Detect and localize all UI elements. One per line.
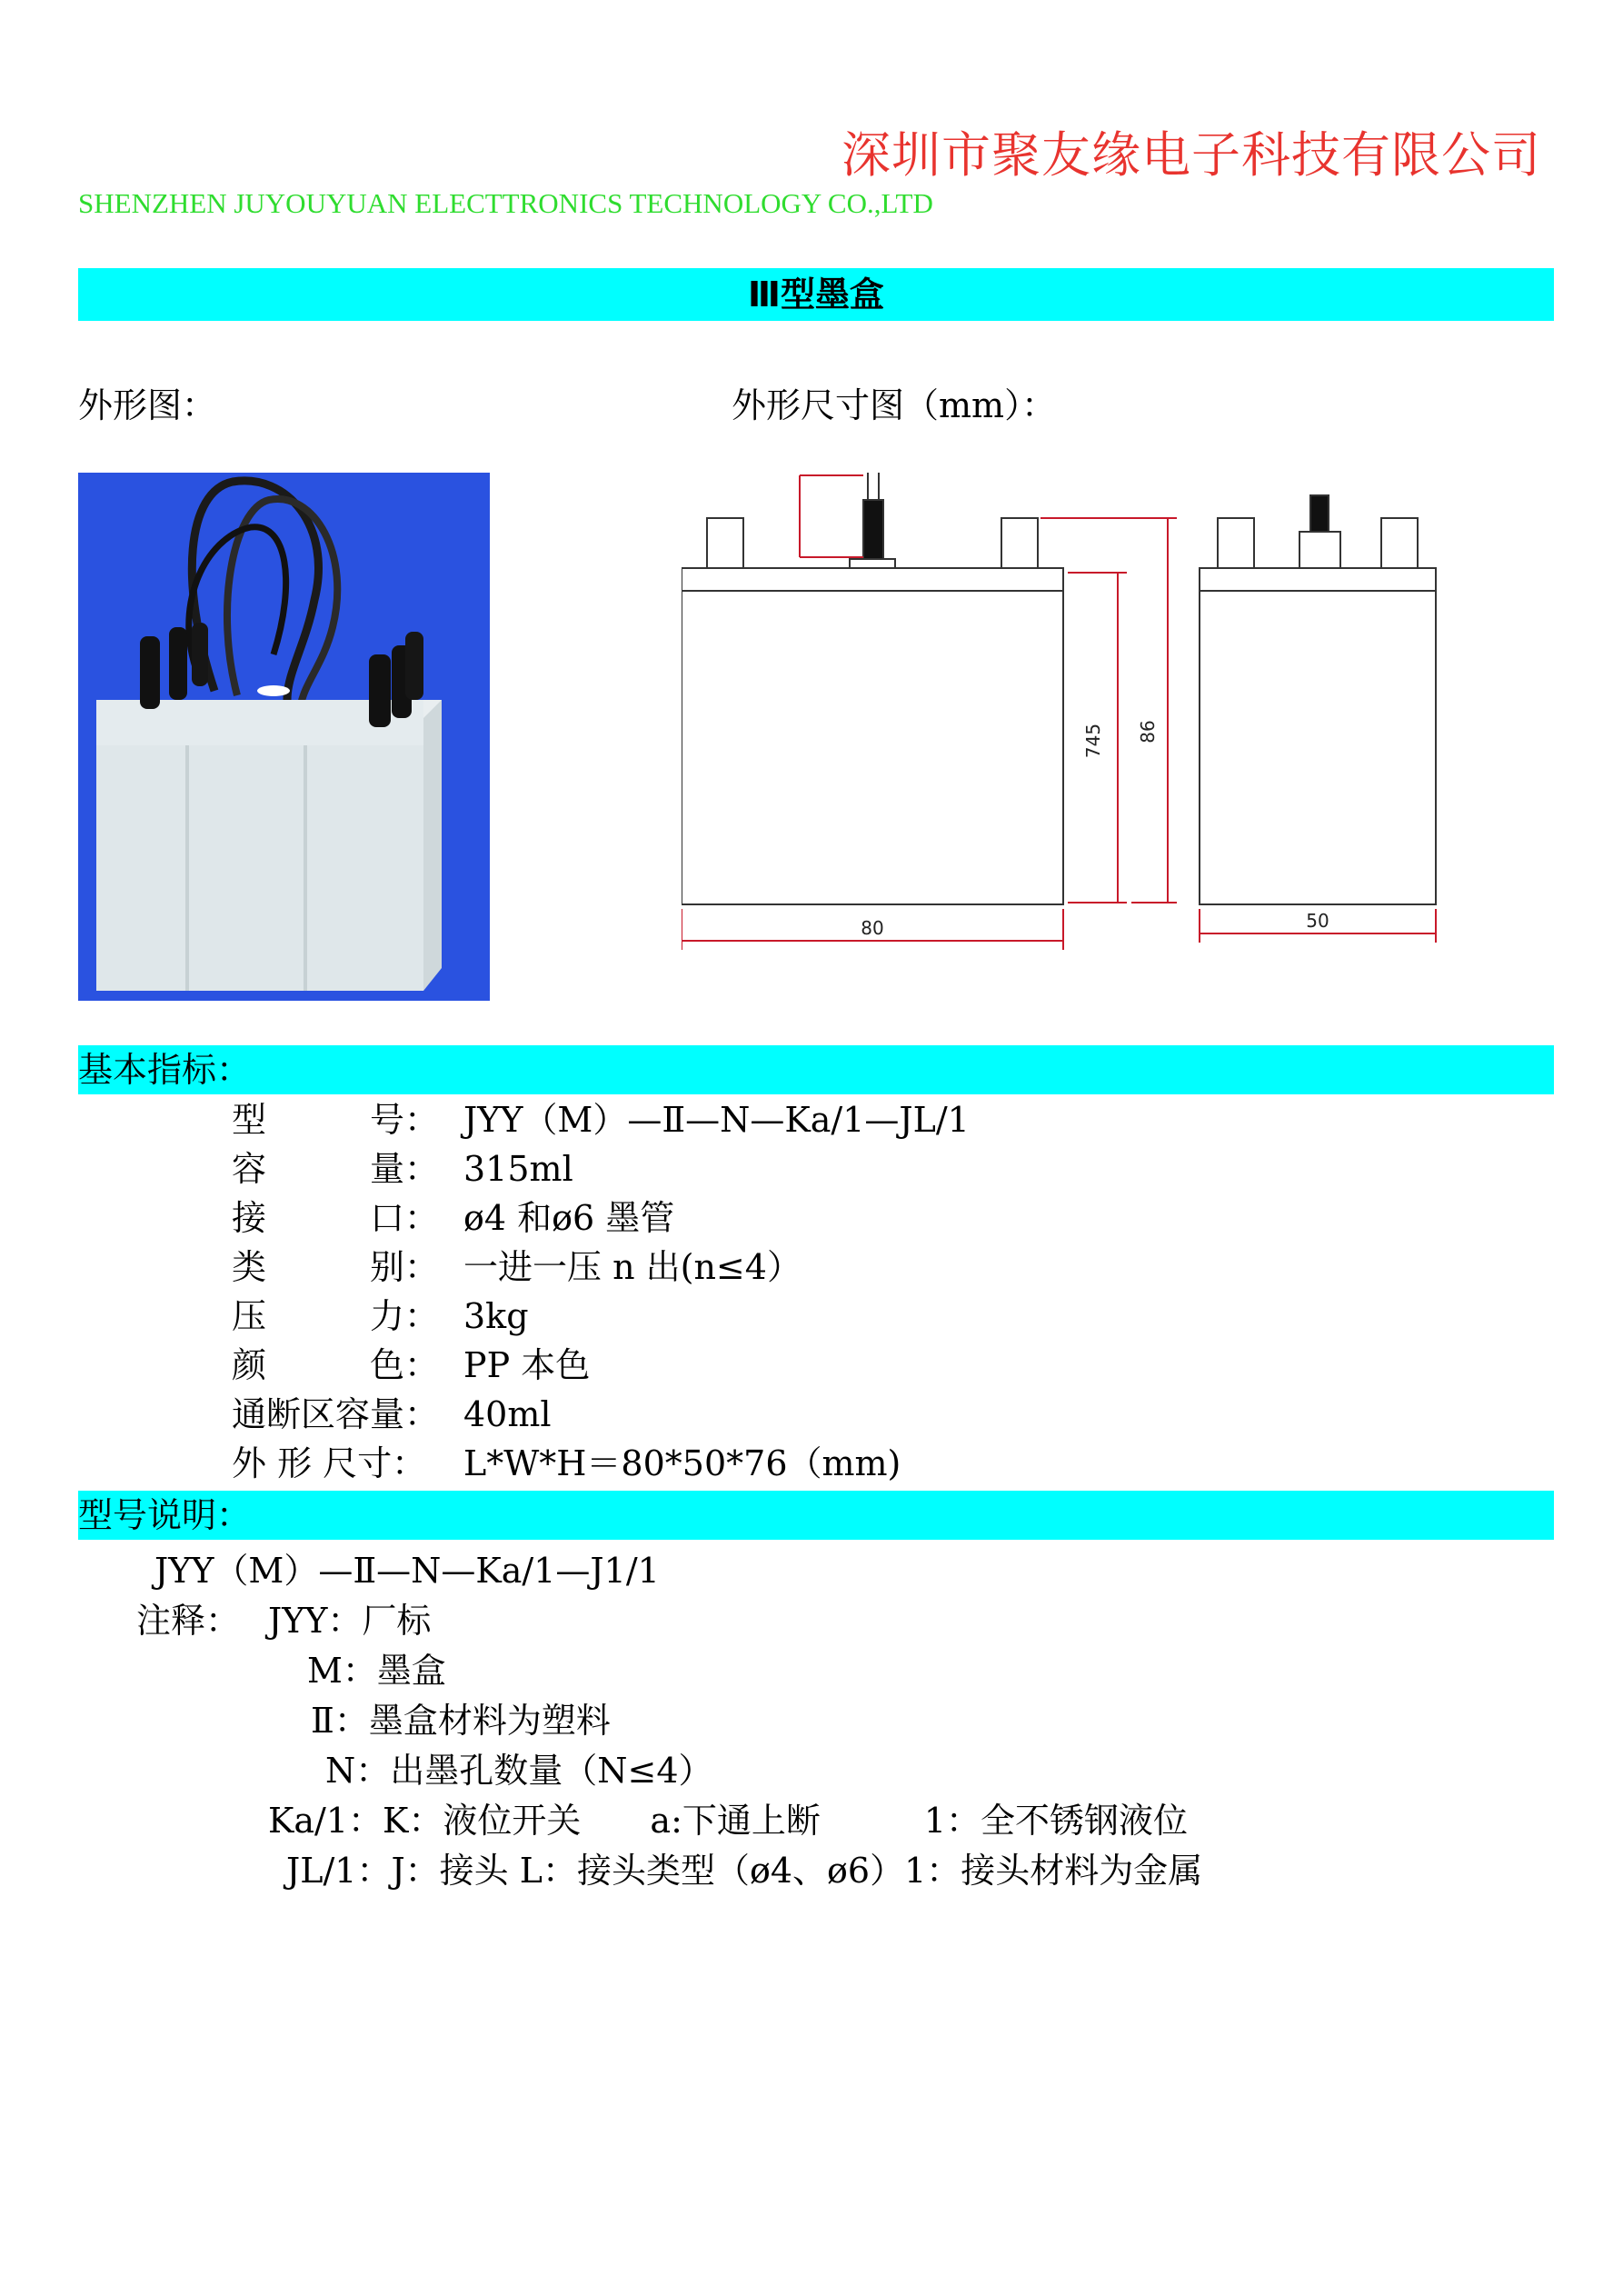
title-band [78,268,1554,321]
note-item: JL/1：J：接头 L：接头类型（ø4、ø6）1：接头材料为金属 [286,1851,1203,1891]
note-item: JYY：厂标 [268,1601,432,1641]
appearance-label: 外形图： [78,385,217,425]
page-title: Ⅲ型墨盒 [748,275,884,314]
spec-row [232,1193,674,1243]
dimension-drawing [682,468,1454,959]
spec-value: ø4 和ø6 墨管 [463,1198,675,1238]
note-item: M：墨盒 [307,1651,446,1691]
spec-value: L*W*H＝80*50*76（mm) [463,1443,901,1483]
dim-width: 50 [1306,910,1329,932]
dim-height-inner: 745 [1082,723,1104,759]
basic-spec-heading: 基本指标： [78,1050,252,1090]
spec-row [232,1341,590,1390]
spec-row [232,1292,529,1341]
company-name-en: SHENZHEN JUYOUYUAN ELECTTRONICS TECHNOLOGY CO.,LTD [78,187,933,219]
spec-key: 压 力： [232,1296,440,1336]
model-heading: 型号说明： [78,1495,252,1535]
model-band [78,1491,1554,1540]
note-item: N：出墨孔数量（N≤4） [325,1751,713,1791]
spec-row [232,1243,802,1292]
company-name-cn: 深圳市聚友缘电子科技有限公司 [841,126,1541,184]
spec-row [232,1144,573,1193]
spec-value: JYY（M）—Ⅱ—N—Ka/1—JL/1 [463,1100,970,1140]
spec-value: 3kg [463,1296,529,1336]
model-code: JYY（M）—Ⅱ—N—Ka/1—J1/1 [154,1551,660,1591]
spec-key: 类 别： [232,1247,440,1287]
spec-row [232,1390,552,1439]
spec-row [232,1439,901,1488]
spec-key: 通断区容量： [232,1394,440,1434]
spec-key: 型 号： [232,1100,440,1140]
spec-key: 接 口： [232,1198,440,1238]
spec-key: 颜 色： [232,1345,440,1385]
dim-length: 80 [861,917,884,939]
spec-row [232,1095,970,1144]
spec-value: 一进一压 n 出(n≤4） [463,1247,802,1287]
spec-key: 外 形 尺寸： [232,1443,427,1483]
dim-height-total: 86 [1137,720,1159,744]
note-item: Ka/1：K：液位开关 a:下通上断 1：全不锈钢液位 [268,1801,1189,1841]
spec-value: 40ml [463,1394,552,1434]
spec-key: 容 量： [232,1149,440,1189]
product-photo [78,473,490,1001]
basic-spec-band [78,1045,1554,1094]
note-item: Ⅱ：墨盒材料为塑料 [311,1701,611,1741]
spec-value: 315ml [463,1149,573,1189]
dimension-label: 外形尺寸图（mm）： [732,385,1057,425]
note-label: 注释： [136,1601,241,1641]
spec-value: PP 本色 [463,1345,591,1385]
